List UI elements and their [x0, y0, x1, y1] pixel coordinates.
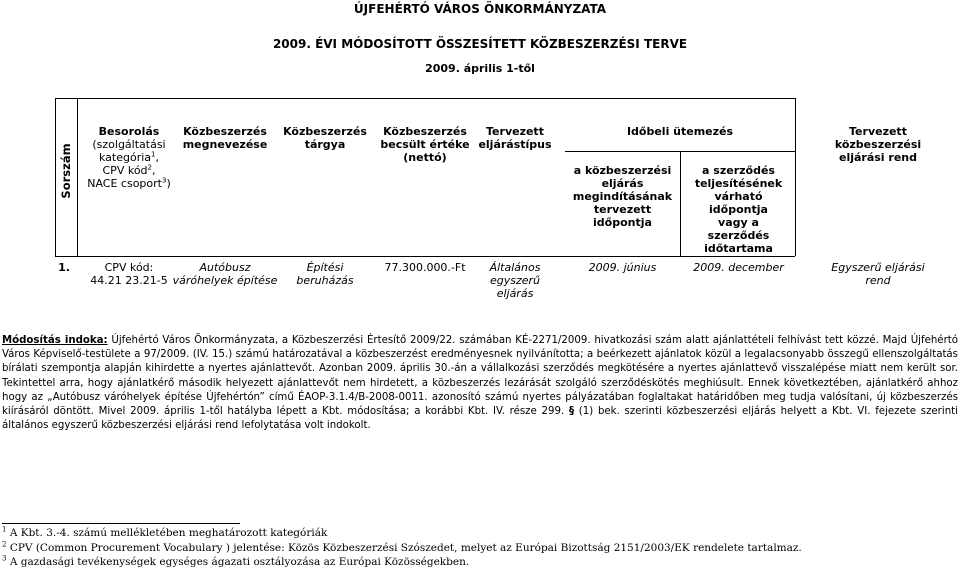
row-tipus: Általános egyszerű eljárás [489, 261, 541, 300]
date-line: 2009. április 1-től [425, 62, 535, 75]
document-subtitle: 2009. ÉVI MÓDOSÍTOTT ÖSSZESÍTETT KÖZBESZERZÉSI TERVE [272, 37, 688, 51]
row-inditas: 2009. június [588, 261, 657, 274]
modositas-paragraph: Módosítás indoka: Újfehértó Város Önkormányzata, a Közbeszerzési Értesítő 2009/22. számában KÉ-2271/2009. hivatkozási szám alatt ajánlattételi felhívást tett közzé. Majd Újfehértó Város Képviselő-testülete a 97/2009. (IV. 15.) számú határozatával a közbeszerzést eredményesnek nyilvánította; a beérkezett ajánlatok közül a legalacsonyabb összegű ellenszolgáltatás bírálati szempontja alapján kihirdette a nyertes ajánlattevőt. Azonban 2009. április 30.-án a vállalkozási szerződés megkötésére a nyertes ajánlattevő visszalépése miatt nem került sor. Tekintettel arra, hogy ajánlatkérő második helyezett ajánlattevőt nem hirdetett, a közbeszerzés lezárását szolgáló szerződéskötés meghiúsult. Ennek következtében, ajánlatkérő ahhoz hogy az „Autóbusz váróhelyek építése Újfehértón” című ÉAOP-3.1.4/B-2008-0011. azonosító számú nyertes pályázatában foglaltakat határidőben meg tudja valósítani, új közbeszerzés kiírásáról döntött. Mivel 2009. április 1-től hatályba lépett a Kbt. módosítása; a korábbi Kbt. IV. része 299. § (1) bek. szerinti közbeszerzési eljárás helyett a Kbt. VI. fejezete szerinti általános egyszerű közbeszerzési eljárási rend lefolytatása volt indokolt. [2, 335, 958, 432]
footnote-2: $^2$ CPV (Common Procurement Vocabulary ) jelentése: Közös Közbeszerzési Szószedet, melyet az Európai Bizottság 2151/2003/EK rendelete tartalmaz. [2, 540, 802, 554]
footnote-1: $^1$ A Kbt. 3.-4. számú mellékletében meghatározott kategóriák [2, 525, 328, 539]
col-header-tipus: Tervezett eljárástípus [478, 125, 552, 151]
footnote-3: $^3$ A gazdasági tevékenységek egységes ágazati osztályozása az Európai Közösségekben. [2, 554, 470, 568]
col-header-megnevezes: Közbeszerzés megnevezése [182, 125, 268, 151]
col-header-ertek: Közbeszerzés becsült értéke (nettó) [380, 125, 470, 164]
row-teljesites: 2009. december [693, 261, 784, 274]
row-megnevezes: Autóbusz váróhelyek építése [172, 261, 278, 287]
modositas-label: Módosítás indoka: [2, 335, 108, 346]
col-header-teljesites: a szerződés teljesítésének várható időpontja vagy a szerződés időtartama [694, 164, 783, 255]
col-header-besorolas: Besorolás (szolgáltatási kategória$^1$, CPV kód$^2$, NACE csoport$^3$) [87, 125, 171, 190]
row-sorszam: 1. [58, 261, 70, 274]
row-targya: Építési beruházás [296, 261, 354, 287]
col-header-sorszam: Sorszám [59, 143, 73, 199]
document-title: ÚJFEHÉRTÓ VÁROS ÖNKORMÁNYZATA [353, 2, 607, 16]
row-besorolas: CPV kód: 44.21 23.21-5 [90, 261, 168, 287]
row-ertek: 77.300.000.-Ft [384, 261, 466, 274]
col-header-targya: Közbeszerzés tárgya [283, 125, 367, 151]
footnote-divider [2, 523, 240, 524]
col-header-utemezes: Időbeli ütemezés [626, 125, 734, 138]
col-header-rend: Tervezett közbeszerzési eljárási rend [834, 125, 922, 164]
row-rend: Egyszerű eljárási rend [831, 261, 925, 287]
col-header-inditas: a közbeszerzési eljárás megindításának tervezett időpontja [572, 164, 673, 229]
